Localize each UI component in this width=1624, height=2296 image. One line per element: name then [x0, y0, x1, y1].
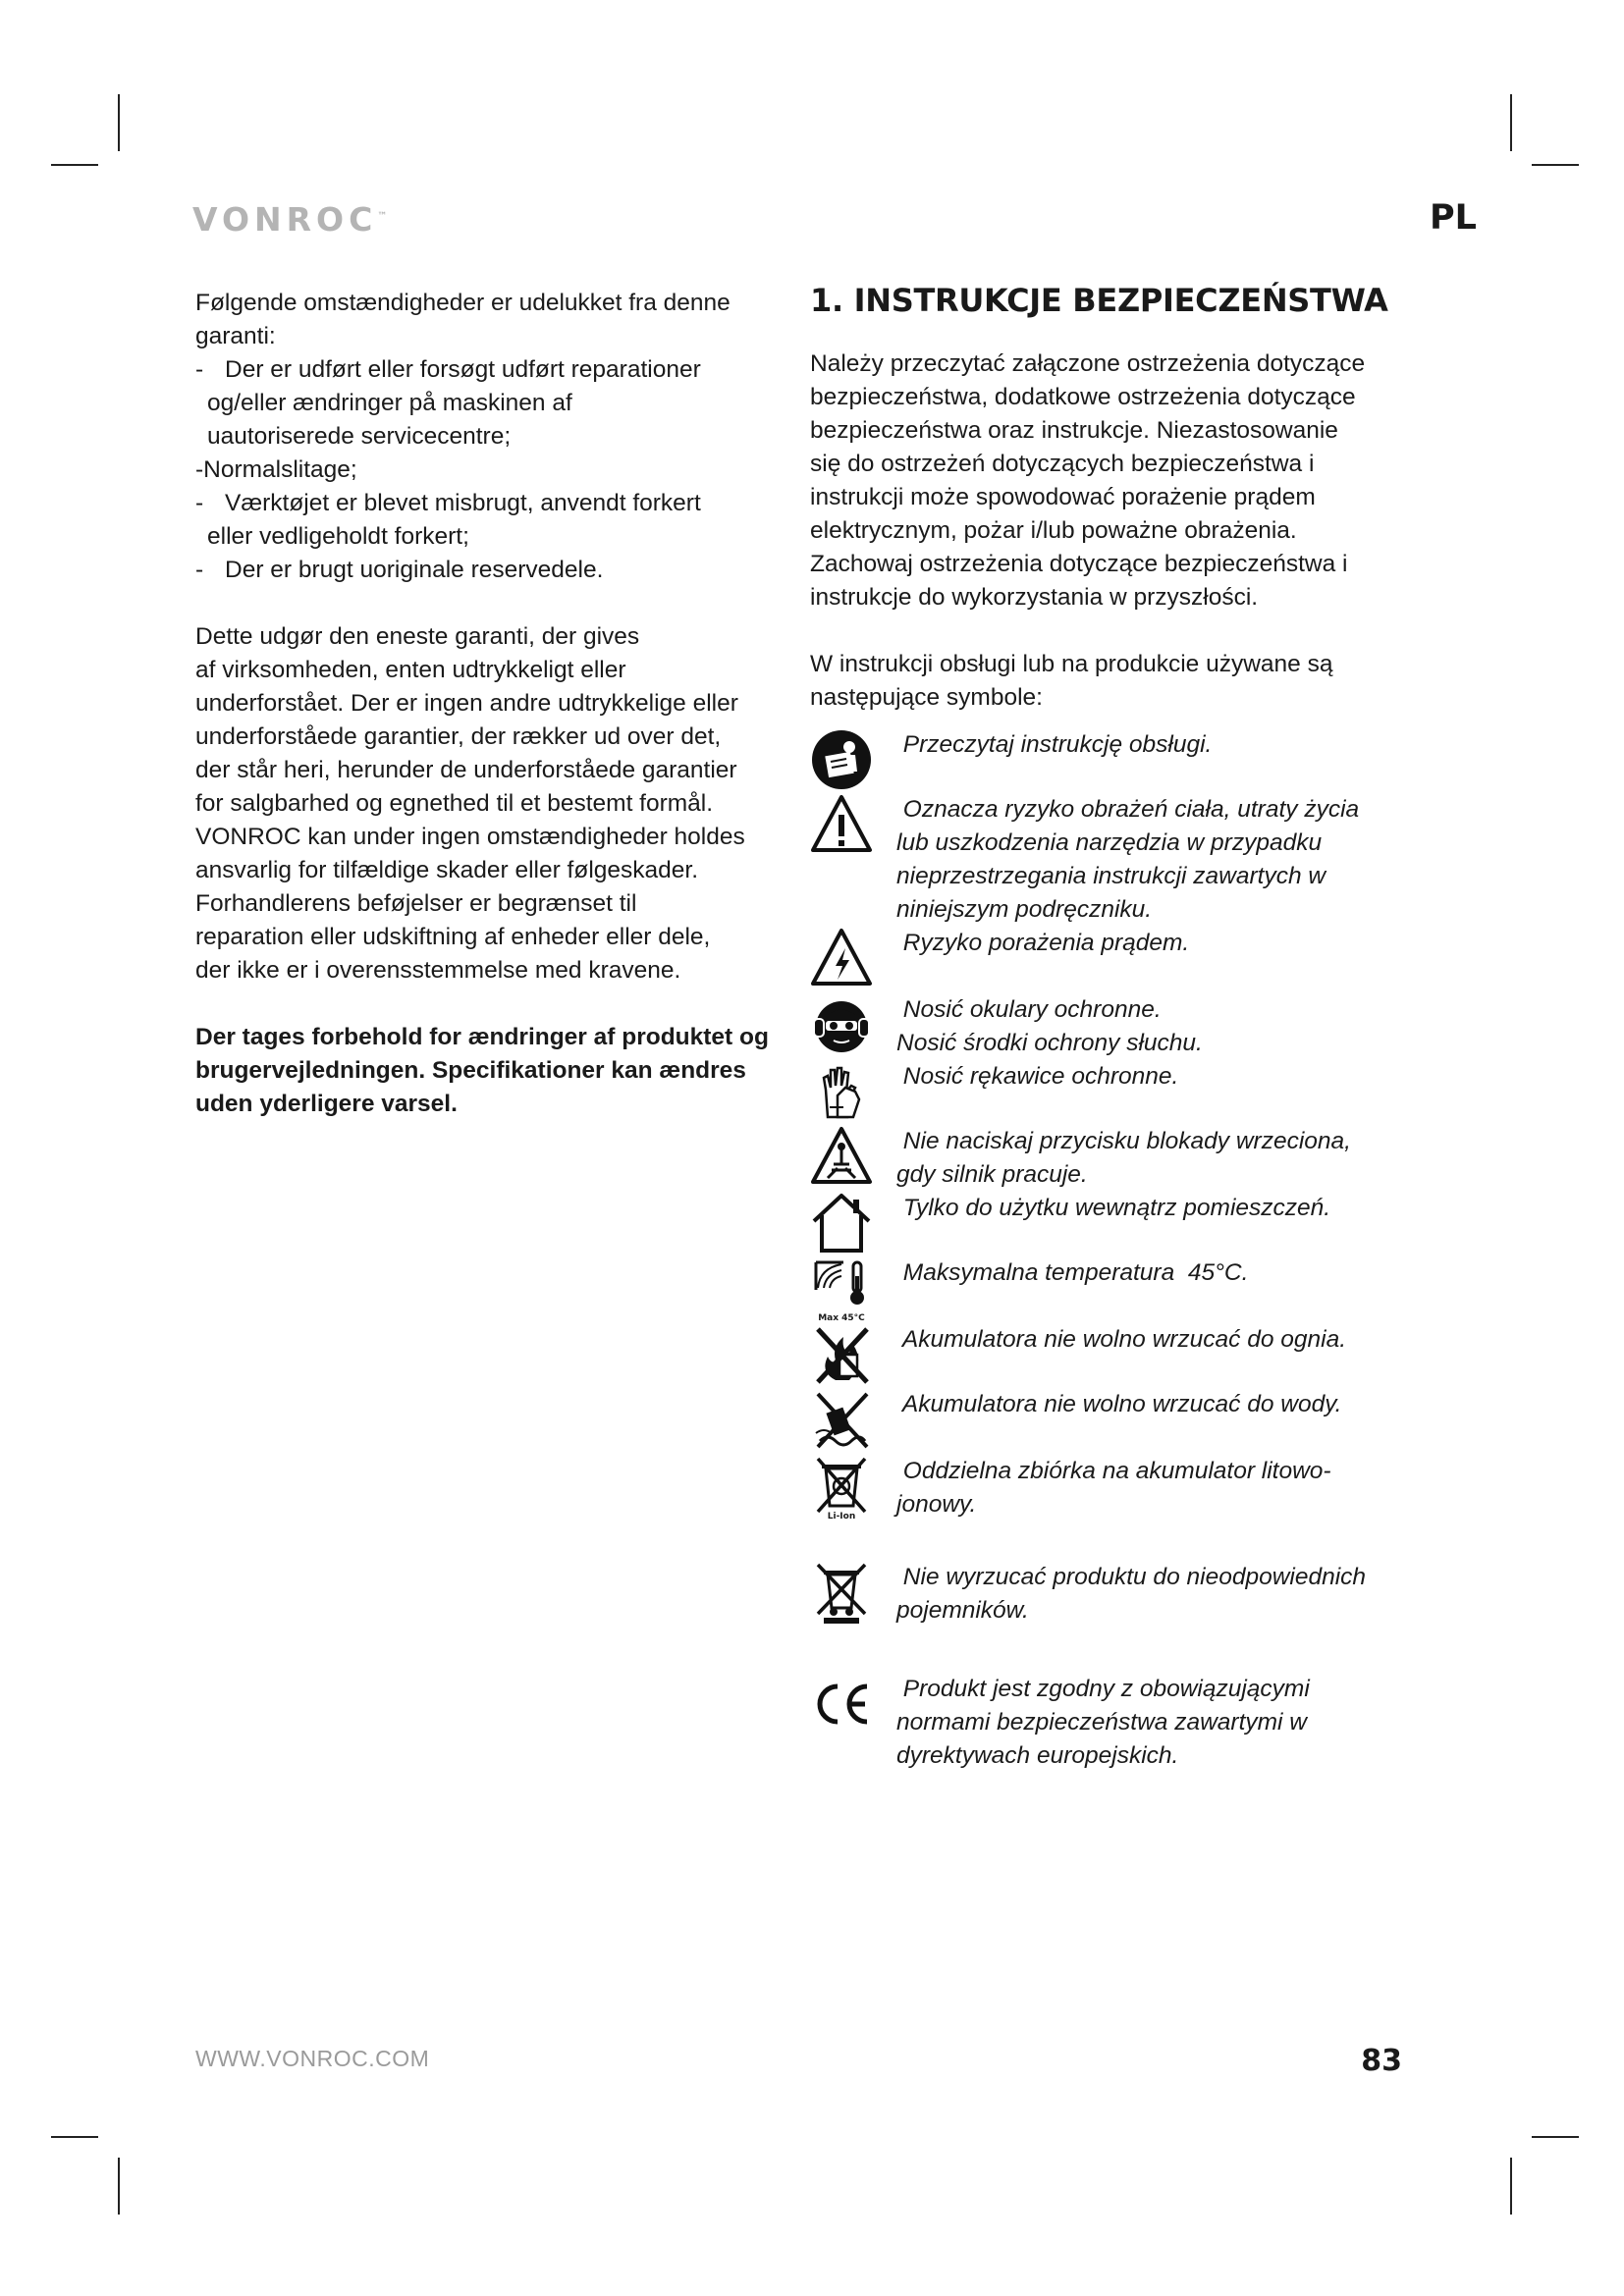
- intro-line: bezpieczeństwa, dodatkowe ostrzeżenia dotyczące: [810, 384, 1356, 410]
- warranty-paragraph: [195, 620, 785, 988]
- symbol-text-line: dyrektywach europejskich.: [896, 1742, 1179, 1769]
- safety-intro: [810, 347, 1438, 614]
- intro-line: instrukcje do wykorzystania w przyszłości.: [810, 584, 1259, 611]
- intro-line: się do ostrzeżeń dotyczących bezpieczeństwa i: [810, 451, 1315, 477]
- exclusion-item: [195, 554, 785, 587]
- no-water-icon: [810, 1388, 873, 1451]
- symbols-intro-line: W instrukcji obsługi lub na produkcie używane są: [810, 651, 1333, 677]
- dash-marker: -: [195, 557, 204, 583]
- intro-line: bezpieczeństwa oraz instrukcje. Niezastosowanie: [810, 417, 1338, 444]
- exclusions-list: [195, 353, 785, 587]
- icon-caption: Li-Ion: [827, 1512, 856, 1522]
- read-manual-icon: [810, 728, 873, 791]
- symbols-list: [810, 728, 1438, 1887]
- brand-logo: VONROC™: [192, 200, 388, 239]
- paragraph-line: Dette udgør den eneste garanti, der gives: [195, 623, 640, 650]
- ce-mark-icon: [810, 1673, 873, 1735]
- electric-shock-icon: [810, 927, 873, 989]
- crop-mark: [1532, 2136, 1579, 2138]
- max-temperature-icon: [810, 1256, 873, 1323]
- safety-instructions-column: [810, 281, 1438, 1887]
- dash-marker: -: [195, 490, 204, 516]
- symbol-text-line: Nie wyrzucać produktu do nieodpowiednich: [896, 1564, 1367, 1590]
- exclusion-item: [195, 353, 785, 454]
- no-fire-icon: [810, 1323, 873, 1386]
- exclusion-line: eller vedligeholdt forkert;: [207, 523, 469, 550]
- warning-triangle-icon: [810, 793, 873, 856]
- symbol-text-line: Produkt jest zgodny z obowiązującymi: [896, 1676, 1310, 1702]
- eye-ear-protection-icon: [810, 993, 873, 1056]
- intro-line: elektrycznym, pożar i/lub poważne obrażenia.: [810, 517, 1297, 544]
- indoor-use-icon: [810, 1192, 873, 1255]
- symbol-text-line: Akumulatora nie wolno wrzucać do wody.: [896, 1391, 1342, 1417]
- li-ion-recycle-icon: [810, 1455, 873, 1522]
- paragraph-line: der ikke er i overensstemmelse med kravene.: [195, 957, 681, 984]
- paragraph-line: af virksomheden, enten udtrykkeligt eller: [195, 657, 626, 683]
- symbol-text-line: normami bezpieczeństwa zawartymi w: [896, 1709, 1307, 1735]
- crop-mark: [118, 94, 120, 151]
- symbol-text-line: gdy silnik pracuje.: [896, 1161, 1088, 1188]
- icon-caption: Max 45°C: [818, 1313, 865, 1323]
- notice-line: uden yderligere varsel.: [195, 1091, 458, 1117]
- exclusions-intro: Følgende omstændigheder er udelukket fra denne garanti:: [195, 290, 731, 349]
- exclusion-line: Der er brugt uoriginale reservedele.: [225, 557, 604, 583]
- paragraph-line: Forhandlerens beføjelser er begrænset til: [195, 890, 637, 917]
- symbol-text-line: jonowy.: [896, 1491, 977, 1518]
- exclusion-line: -Normalslitage;: [195, 456, 357, 483]
- exclusion-line: og/eller ændringer på maskinen af: [207, 390, 572, 416]
- symbol-text-line: Tylko do użytku wewnątrz pomieszczeń.: [896, 1195, 1331, 1221]
- crop-mark: [1532, 164, 1579, 166]
- symbol-text-line: Maksymalna temperatura 45°C.: [896, 1259, 1249, 1286]
- spindle-lock-icon: [810, 1125, 873, 1188]
- symbol-text-line: Akumulatora nie wolno wrzucać do ognia.: [896, 1326, 1347, 1353]
- footer-url: WWW.VONROC.COM: [195, 2046, 430, 2071]
- crop-mark: [51, 164, 98, 166]
- paragraph-line: underforstået. Der er ingen andre udtrykkelige eller: [195, 690, 738, 717]
- warranty-exclusions-column: [195, 287, 785, 1121]
- exclusion-item: [195, 454, 785, 487]
- paragraph-line: for salgbarhed og egnethed til et bestemt formål.: [195, 790, 714, 817]
- page-number: 83: [1361, 2044, 1402, 2078]
- exclusion-line: uautoriserede servicecentre;: [207, 423, 512, 450]
- intro-line: Zachowaj ostrzeżenia dotyczące bezpieczeństwa i: [810, 551, 1348, 577]
- notice-line: brugervejledningen. Specifikationer kan ændres: [195, 1057, 746, 1084]
- exclusion-line: Værktøjet er blevet misbrugt, anvendt forkert: [225, 490, 701, 516]
- symbol-text-line: Przeczytaj instrukcję obsługi.: [896, 731, 1213, 758]
- symbol-text-line: Oznacza ryzyko obrażeń ciała, utraty życia: [896, 796, 1360, 823]
- crop-mark: [118, 2158, 120, 2215]
- symbol-text-line: nieprzestrzegania instrukcji zawartych w: [896, 863, 1326, 889]
- gloves-icon: [810, 1060, 873, 1123]
- change-notice: [195, 1021, 785, 1121]
- symbol-text-line: Oddzielna zbiórka na akumulator litowo-: [896, 1458, 1331, 1484]
- symbol-text-line: niniejszym podręczniku.: [896, 896, 1153, 923]
- section-title: 1. INSTRUKCJE BEZPIECZEŃSTWA: [810, 282, 1388, 319]
- symbol-text-line: pojemników.: [896, 1597, 1029, 1624]
- crop-mark: [1510, 2158, 1512, 2215]
- language-code: PL: [1430, 198, 1477, 238]
- notice-line: Der tages forbehold for ændringer af produktet og: [195, 1024, 769, 1050]
- dash-marker: -: [195, 356, 204, 383]
- paragraph-line: ansvarlig for tilfældige skader eller følgeskader.: [195, 857, 699, 883]
- symbol-text-line: Nosić rękawice ochronne.: [896, 1063, 1179, 1090]
- crop-mark: [1510, 94, 1512, 151]
- symbol-text-line: lub uszkodzenia narzędzia w przypadku: [896, 829, 1323, 856]
- symbols-intro-line: następujące symbole:: [810, 684, 1043, 711]
- exclusion-item: [195, 487, 785, 554]
- crop-mark: [51, 2136, 98, 2138]
- symbol-text-line: Nie naciskaj przycisku blokady wrzeciona,: [896, 1128, 1351, 1154]
- intro-line: instrukcji może spowodować porażenie prądem: [810, 484, 1316, 510]
- paragraph-line: VONROC kan under ingen omstændigheder holdes: [195, 824, 745, 850]
- symbols-intro: [810, 648, 1438, 715]
- intro-line: Należy przeczytać załączone ostrzeżenia dotyczące: [810, 350, 1366, 377]
- exclusion-line: Der er udført eller forsøgt udført reparationer: [225, 356, 701, 383]
- symbol-text-line: Ryzyko porażenia prądem.: [896, 930, 1190, 956]
- symbol-text-line: Nosić okulary ochronne.: [896, 996, 1162, 1023]
- symbol-text-line: Nosić środki ochrony słuchu.: [896, 1030, 1203, 1056]
- paragraph-line: underforståede garantier, der rækker ud over det,: [195, 723, 722, 750]
- paragraph-line: reparation eller udskiftning af enheder eller dele,: [195, 924, 711, 950]
- paragraph-line: der står heri, herunder de underforståede garantier: [195, 757, 737, 783]
- weee-bin-icon: [810, 1561, 873, 1624]
